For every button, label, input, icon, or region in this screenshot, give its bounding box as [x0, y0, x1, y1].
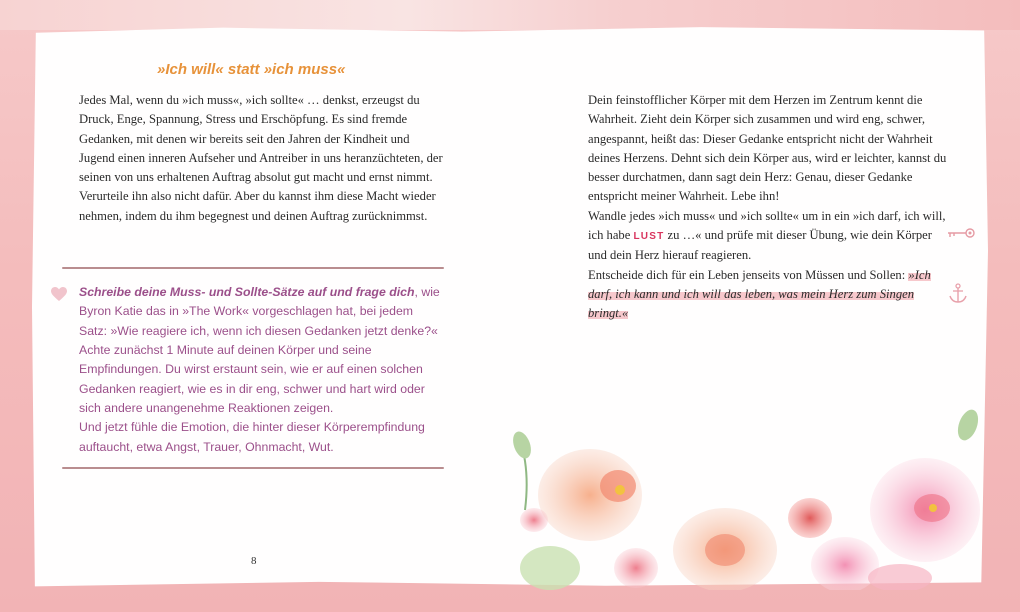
divider-bottom — [62, 467, 444, 469]
exercise-lead: Schreibe deine Muss- und Sollte-Sätze auf und frage dich — [79, 285, 415, 299]
exercise-text: , wie Byron Katie das in »The Work« vorgeschlagen hat, bei jedem Satz: »Wie reagiere ich, wenn ich diesen Gedanken jetzt denke?« Achte zunächst 1 Minute auf deinen Körper und seine Empfindungen. Du wirst erstaunt sein, wie er auf einen solchen Gedanken reagiert, wie es in dir eng, schwer und hart wird oder sich andere unangenehme Reaktionen zeigen. — [79, 285, 440, 416]
decide-paragraph: Entscheide dich für ein Leben jenseits von Müssen und Sollen: — [588, 267, 909, 282]
heart-icon — [51, 287, 67, 302]
exercise-text-2: Und jetzt fühle die Emotion, die hinter dieser Körperempfindung auftaucht, etwa Angst, Trauer, Ohnmacht, Wut. — [79, 420, 425, 454]
key-icon — [946, 227, 976, 239]
exercise-box — [79, 283, 444, 457]
background-wash — [0, 0, 1020, 30]
right-column — [588, 91, 948, 324]
intro-paragraph: Jedes Mal, wenn du »ich muss«, »ich sollte« … denkst, erzeugst du Druck, Enge, Spannung, Stress und Erschöpfung. Es sind fremde Gedanken, mit denen wir bereits seit den Jahren der Kindheit und Jugend einen inneren Aufseher und Antreiber in uns heranzüchteten, der seinen von uns erhaltenen Auftrag absolut gut macht und ernst nimmt. Verurteile ihn also nicht dafür. Aber du kannst ihm diese Macht wieder nehmen, indem du ihm begegnest und deinen Auftrag zurücknimmst. — [79, 93, 443, 223]
truth-paragraph: Dein feinstofflicher Körper mit dem Herzen im Zentrum kennt die Wahrheit. Zieht dein Körper sich zusammen und wird eng, schwer, angespannt, heißt das: Dieser Gedanke entspricht nicht der Wahrheit deines Herzens. Dehnt sich dein Körper aus, wird er leichter, kannst du besser durchatmen, dann sagt dein Herz: Genau, dieser Gedanke entspricht meiner Wahrheit. Lebe ihn! — [588, 93, 947, 204]
highlighted-quote: »Ich darf, ich kann und ich will das leben, was mein Herz zum Singen bringt.« — [588, 267, 931, 321]
divider-top — [62, 267, 444, 269]
anchor-icon — [948, 283, 968, 305]
watercolor-flowers — [500, 400, 990, 590]
page-number: 8 — [251, 555, 257, 567]
transform-paragraph-b: zu …« und prüfe mit dieser Übung, wie dein Körper und dein Herz hierauf reagieren. — [588, 228, 932, 263]
section-title: »Ich will« statt »ich muss« — [157, 61, 346, 78]
lust-word: LUST — [633, 231, 665, 243]
transform-paragraph-a: Wandle jedes »ich muss« und »ich sollte« um in ein »ich darf, ich will, ich habe — [588, 208, 946, 243]
